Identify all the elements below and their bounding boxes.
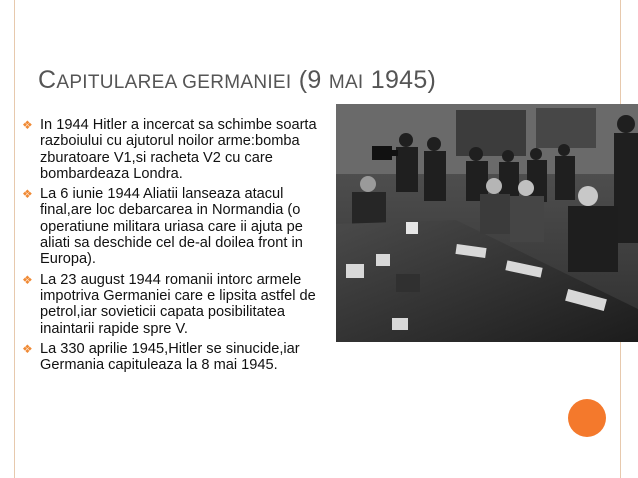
bullet-text: La 330 aprilie 1945,Hitler se sinucide,iar Germania capituleaza la 8 mai 1945. [40, 340, 300, 374]
bullet-item [22, 341, 322, 374]
bullet-text: In 1944 Hitler a incercat sa schimbe soarta razboiului cu ajutorul noilor arme:bomba zburatoare V1,si racheta V2 cu care bombardeaza Londra. [40, 117, 317, 182]
bullet-text: La 23 august 1944 romanii intorc armele impotriva Germaniei care e lipsita astfel de petrol,iar sovieticii capata posibilitatea inaintarii rapide spre V. [40, 271, 316, 337]
title-tail: 1945) [363, 66, 437, 94]
diamond-bullet-icon: ❖ [22, 187, 33, 202]
title-small-caps-2: MAI [328, 72, 364, 93]
left-border-line [14, 0, 15, 478]
bullet-item [22, 117, 322, 182]
title-paren: (9 [291, 66, 329, 94]
diamond-bullet-icon: ❖ [22, 272, 33, 287]
title-cap-letter: C [38, 66, 57, 94]
surrender-signing-photo [336, 104, 638, 342]
bullet-list [22, 117, 322, 377]
slide-title [38, 66, 436, 95]
bullet-item [22, 186, 322, 267]
bullet-text: La 6 iunie 1944 Aliatii lanseaza atacul final,are loc debarcarea in Normandia (o operatiune militara uriasa care ii ajuta pe aliati sa deschide cel de-al doilea front in Europa). [40, 186, 303, 268]
diamond-bullet-icon: ❖ [22, 118, 33, 132]
orange-accent-circle [568, 399, 606, 437]
title-small-caps-1: APITULAREA GERMANIEI [56, 72, 292, 93]
bullet-item [22, 272, 322, 337]
diamond-bullet-icon: ❖ [22, 341, 33, 356]
